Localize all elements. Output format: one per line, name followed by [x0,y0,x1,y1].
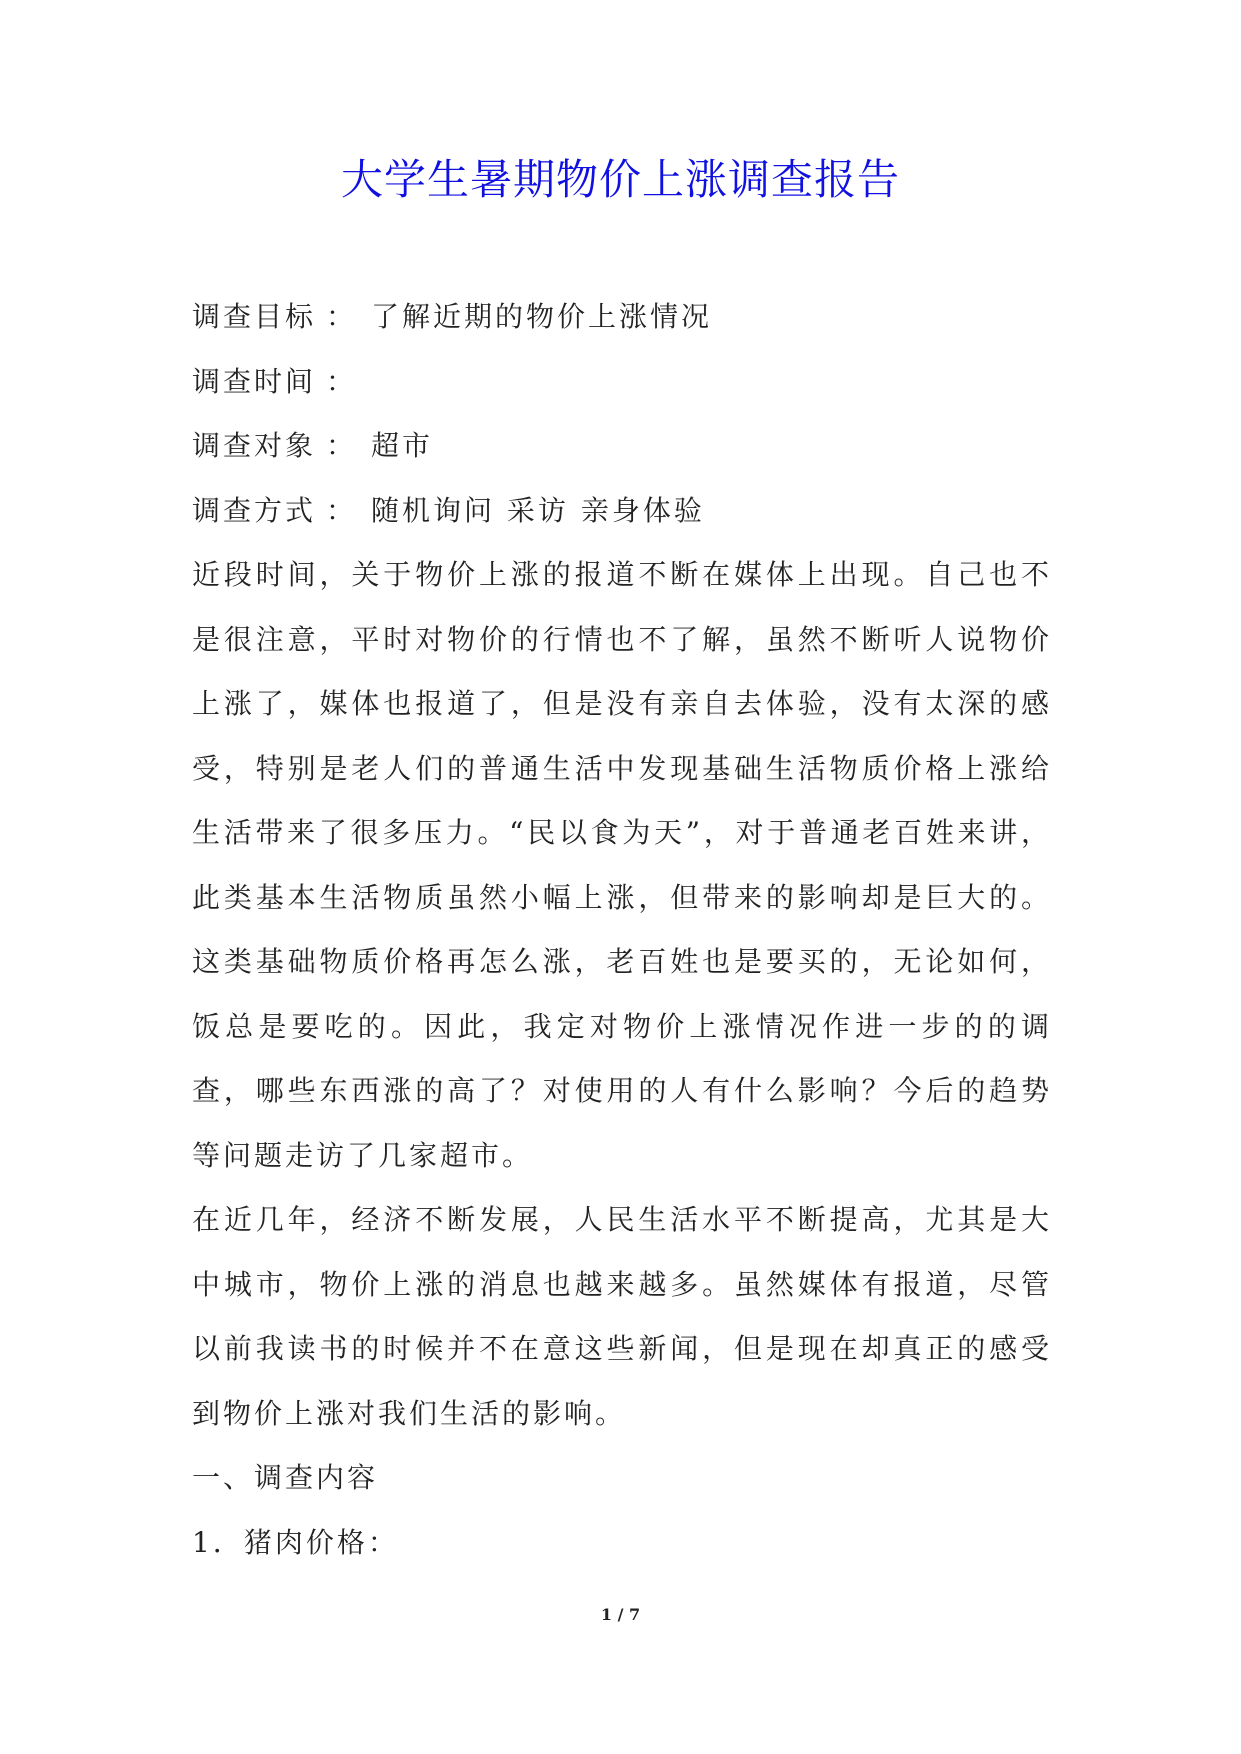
document-body [192,285,1052,1575]
meta-time [192,350,1052,415]
paragraph-intro: 近段时间，关于物价上涨的报道不断在媒体上出现。自己也不是很注意，平时对物价的行情也不了解，虽然不断听人说物价上涨了，媒体也报道了，但是没有亲自去体验，没有太深的感受，特别是老人们的普通生活中发现基础生活物质价格上涨给生活带来了很多压力。“民以食为天”，对于普通老百姓来讲，此类基本生活物质虽然小幅上涨，但带来的影响却是巨大的。这类基础物质价格再怎么涨，老百姓也是要买的，无论如何，饭总是要吃的。因此，我定对物价上涨情况作进一步的的调查，哪些东西涨的高了？对使用的人有什么影响？今后的趋势等问题走访了几家超市。 [192,558,1052,1172]
meta-method-label: 调查方式 [192,493,317,527]
meta-time-separator: ： [326,364,358,398]
section-heading: 一、调查内容 [192,1461,379,1494]
meta-goal-value: 了解近期的物价上涨情况 [371,300,713,333]
document-title: 大学生暑期物价上涨调查报告 [340,155,900,204]
meta-goal-label: 调查目标 [192,300,317,333]
meta-subject-label: 调查对象 [192,429,317,462]
page-number: 1 / 7 [600,1605,641,1624]
meta-goal [192,285,1052,350]
meta-subject-separator: ： [326,429,358,462]
meta-time-label: 调查时间 [192,364,317,398]
meta-subject [192,414,1052,479]
meta-goal-separator: ： [326,300,358,333]
meta-method [192,479,1052,544]
subsection-heading: 1．猪肉价格： [192,1525,399,1559]
meta-method-value: 随机询问 采访 亲身体验 [371,493,705,527]
paragraph-background: 在近几年，经济不断发展，人民生活水平不断提高，尤其是大中城市，物价上涨的消息也越来越多。虽然媒体有报道，尽管以前我读书的时候并不在意这些新闻，但是现在却真正的感受到物价上涨对我们生活的影响。 [192,1203,1052,1430]
meta-method-separator: ： [326,493,358,527]
meta-subject-value: 超市 [371,429,434,462]
